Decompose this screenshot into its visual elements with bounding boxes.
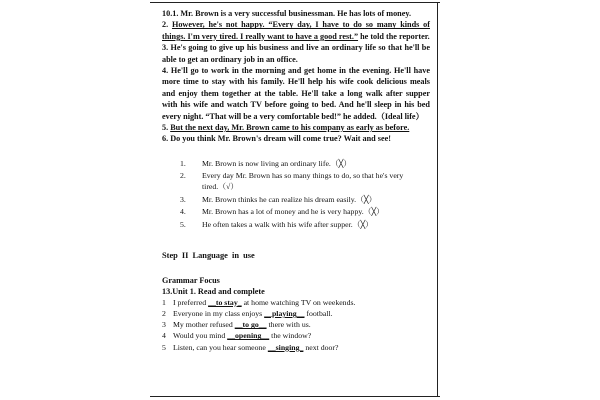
exercise-suffix: at home watching TV on weekends.: [241, 297, 356, 307]
item-text: Mr. Brown thinks he can realize his dream easily.（╳）: [202, 194, 377, 204]
exercise-prefix: My mother refused: [173, 320, 235, 330]
paragraph-5-number: 5.: [162, 123, 171, 133]
paragraph-5: [162, 122, 430, 133]
exercise-number: 3: [162, 320, 166, 330]
paragraph-6: 6. Do you think Mr. Brown's dream will come true? Wait and see!: [162, 134, 391, 144]
paragraph-4: 4. He'll go to work in the morning and get home in the evening. He'll have more time to stay with his family. He'll help his wife cook delicious meals and enjoy them together at the table. He'll take a long walk after supper with his wife and watch TV before going to bed. And he'll sleep in his bed every night. “That will be a very comfortable bed!” he added.（Ideal life）: [162, 66, 430, 121]
exercise-text: [173, 330, 311, 341]
list-item: [180, 206, 420, 217]
right-margin-line: [437, 2, 438, 396]
exercise-suffix: football.: [304, 309, 333, 319]
exercise-suffix: there with us.: [266, 320, 311, 330]
exercise-suffix: the window?: [269, 331, 312, 341]
unit-title: 13.Unit 1. Read and complete: [162, 286, 265, 296]
exercise-number: 4: [162, 331, 166, 341]
exercise-suffix: next door?: [303, 342, 339, 352]
item-number: 4.: [180, 207, 186, 217]
exercise-item: [162, 330, 430, 341]
item-number: 1.: [180, 158, 186, 168]
exercise-text: [173, 319, 311, 330]
paragraph-5-underlined: But the next day, Mr. Brown came to his company as early as before.: [170, 123, 410, 133]
paragraph-2-tail: he told the reporter.: [358, 31, 430, 41]
exercise-prefix: Everyone in my class enjoys: [173, 309, 265, 319]
section-title: Step II Language in use: [162, 250, 255, 260]
item-text: Mr. Brown has a lot of money and he is very happy.（╳）: [202, 207, 384, 217]
exercise-answer: __singing_: [267, 342, 304, 352]
exercise-number: 2: [162, 309, 166, 319]
item-text: He often takes a walk with his wife after supper.（╳）: [202, 219, 373, 229]
list-item: [180, 219, 420, 230]
content-area: [162, 8, 430, 353]
exercise-answer: __opening__: [227, 331, 270, 341]
paragraph-2-underlined: However, he's not happy. “Every day, I have to do so many kinds of things. I'm very tired. I really want to have a good rest.”: [162, 20, 430, 41]
exercise-text: [173, 308, 333, 319]
exercise-prefix: Listen, can you hear someone: [173, 342, 268, 352]
exercise-answer: __to stay_: [208, 297, 242, 307]
paragraph-2: [162, 19, 430, 42]
grammar-focus-heading: Grammar Focus: [162, 275, 220, 285]
list-item: [180, 158, 420, 169]
bottom-rule: [150, 396, 440, 397]
paragraph-1: 10.1. Mr. Brown is a very successful businessman. He has lots of money.: [162, 9, 412, 18]
exercise-list: [162, 297, 430, 353]
top-rule: [150, 2, 440, 3]
exercise-prefix: I preferred: [173, 297, 209, 307]
item-text: Mr. Brown is now living an ordinary life.（╳）: [202, 158, 352, 168]
paragraph-2-number: 2.: [162, 20, 172, 30]
item-text: Every day Mr. Brown has so many things to do, so that he's very tired.（√）: [202, 171, 404, 192]
true-false-list: [180, 158, 420, 230]
paragraph-3: 3. He's going to give up his business and live an ordinary life so that he'll be able to get an ordinary job in an office.: [162, 43, 430, 64]
item-number: 5.: [180, 219, 186, 229]
exercise-answer: __to go__: [234, 320, 267, 330]
exercise-item: [162, 297, 430, 308]
list-item: [180, 194, 420, 205]
item-number: 2.: [180, 171, 186, 181]
exercise-item: [162, 319, 430, 330]
exercise-text: [173, 297, 355, 308]
exercise-item: [162, 342, 430, 353]
item-number: 3.: [180, 194, 186, 204]
exercise-prefix: Would you mind: [173, 331, 228, 341]
list-item: [180, 170, 420, 192]
exercise-item: [162, 308, 430, 319]
exercise-answer: __playing__: [264, 309, 305, 319]
exercise-number: 5: [162, 342, 166, 352]
exercise-number: 1: [162, 297, 166, 307]
exercise-text: [173, 342, 338, 353]
